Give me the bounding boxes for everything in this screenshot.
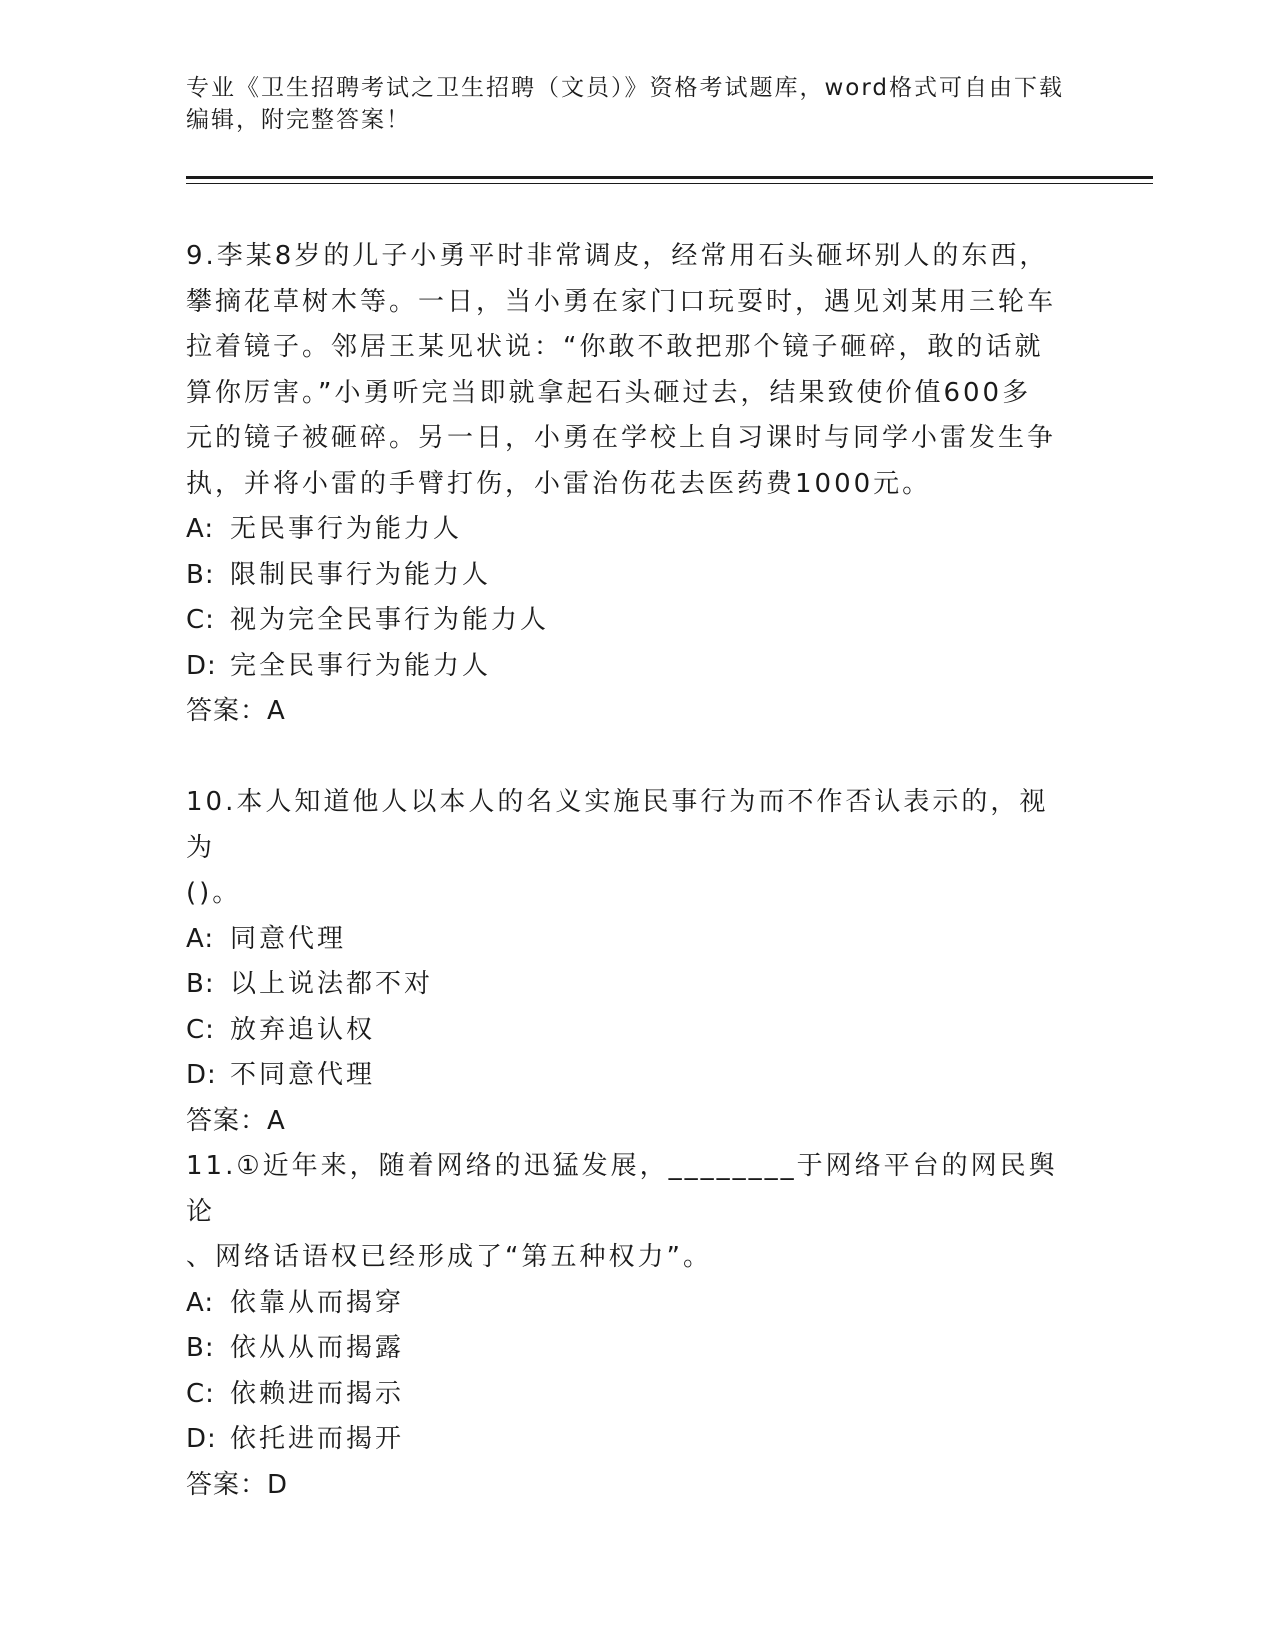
option-text: 依赖进而揭示 [230,1378,405,1409]
stem-line: ()。 [186,878,242,908]
option-text: 视为完全民事行为能力人 [230,605,550,635]
question-stem [186,780,1066,917]
question-11 [186,1144,1066,1508]
option-c [186,598,1066,644]
stem-line: 11.①近年来，随着网络的迅猛发展，________于网络平台的网民舆论 [186,1151,1058,1227]
option-text: 依靠从而揭穿 [230,1287,405,1318]
header-rule-thick [186,176,1153,179]
option-letter: A: [186,923,215,954]
answer-label: 答案： [186,696,268,726]
option-c [186,1008,1066,1054]
option-letter: D: [186,650,217,681]
option-text: 限制民事行为能力人 [230,559,492,590]
question-9 [186,234,1066,735]
option-letter: C: [186,1014,215,1045]
option-letter: A: [186,1287,215,1318]
option-text: 不同意代理 [230,1060,376,1090]
answer-line [186,1099,1066,1145]
option-letter: D: [186,1424,217,1454]
option-text: 完全民事行为能力人 [230,650,492,681]
option-a [186,917,1066,963]
option-text: 无民事行为能力人 [230,514,463,544]
stem-line: 9.李某8岁的儿子小勇平时非常调皮，经常用石头砸坏别人的东西， [186,241,1049,271]
answer-line [186,689,1066,735]
option-text: 同意代理 [230,923,347,954]
option-letter: C: [186,1378,215,1409]
option-c [186,1372,1066,1418]
option-letter: B: [186,559,215,590]
option-text: 依从从而揭露 [230,1333,405,1363]
stem-line: 10.本人知道他人以本人的名义实施民事行为而不作否认表示的，视为 [186,787,1049,863]
option-text: 放弃追认权 [230,1014,376,1045]
answer-value: D [267,1469,291,1500]
option-a [186,1281,1066,1327]
option-letter: D: [186,1060,217,1090]
option-b [186,962,1066,1008]
option-letter: A: [186,514,215,544]
answer-label: 答案： [186,1469,268,1500]
stem-line: 算你厉害。”小勇听完当即就拿起石头砸过去，结果致使价值600多 [186,377,1032,408]
option-d [186,644,1066,690]
stem-line: 攀摘花草树木等。一日，当小勇在家门口玩耍时，遇见刘某用三轮车 [186,286,1057,317]
option-b [186,553,1066,599]
answer-value: A [267,1105,288,1136]
answer-value: A [267,696,288,726]
option-text: 以上说法都不对 [230,969,434,999]
option-a [186,507,1066,553]
question-stem [186,234,1066,507]
header-rule-thin [186,183,1153,184]
stem-line: 执，并将小雷的手臂打伤，小雷治伤花去医药费1000元。 [186,468,932,499]
stem-line: 拉着镜子。邻居王某见状说：“你敢不敢把那个镜子砸碎，敢的话就 [186,332,1044,362]
option-text: 依托进而揭开 [230,1424,405,1454]
stem-line: 、网络话语权已经形成了“第五种权力”。 [186,1242,712,1272]
question-stem [186,1144,1066,1281]
question-10 [186,780,1066,1144]
option-letter: B: [186,1333,215,1363]
option-letter: B: [186,969,215,999]
header-line-2: 编辑，附完整答案！ [186,107,411,133]
stem-line: 元的镜子被砸碎。另一日，小勇在学校上自习课时与同学小雷发生争 [186,423,1057,453]
document-header [186,72,1086,136]
header-line-1: 专业《卫生招聘考试之卫生招聘（文员）》资格考试题库，word格式可自由下载 [186,75,1065,101]
option-d [186,1053,1066,1099]
answer-label: 答案： [186,1105,268,1136]
option-d [186,1417,1066,1463]
option-letter: C: [186,605,215,635]
answer-line [186,1463,1066,1509]
option-b [186,1326,1066,1372]
